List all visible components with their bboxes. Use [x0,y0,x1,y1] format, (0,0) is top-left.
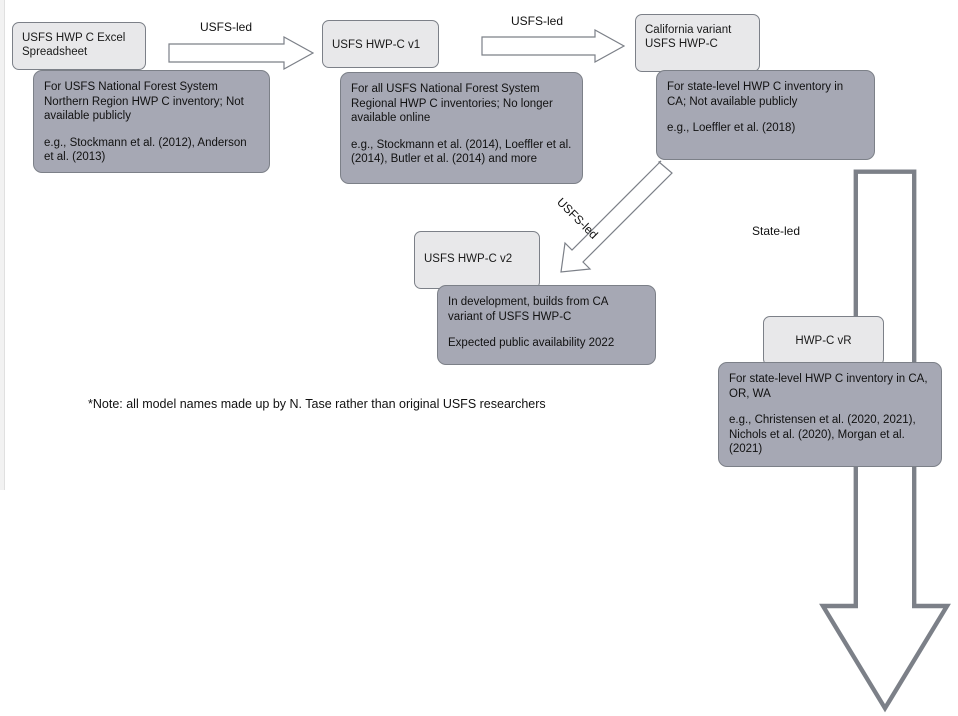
node-body-line: In development, builds from CA variant of USFS HWP-C [448,296,608,323]
node-body-line: e.g., Stockmann et al. (2014), Loeffler et al. (2014), Butler et al. (2014) and more [351,138,572,165]
node-body-line: e.g., Christensen et al. (2020, 2021), Nichols et al. (2020), Morgan et al. (2021) [729,414,916,455]
footnote-text: *Note: all model names made up by N. Tase rather than original USFS researchers [88,397,546,411]
node-body-line: e.g., Stockmann et al. (2012), Anderson et al. (2013) [44,136,247,163]
node-body-line: For all USFS National Forest System Regional HWP C inventories; No longer available online [351,83,553,124]
node-body-v2[interactable] [437,285,656,365]
edge-label-usfs-led-3: USFS-led [554,195,601,242]
node-body-ca-variant[interactable] [656,70,875,160]
node-body-line: For USFS National Forest System Northern Region HWP C inventory; Not available publicly [44,81,244,122]
page-left-margin-strip [0,0,5,490]
node-body-line: Expected public availability 2022 [448,337,615,349]
node-body-line: e.g., Loeffler et al. (2018) [667,122,796,134]
edge-label-usfs-led-1: USFS-led [200,20,253,34]
node-body-vr[interactable] [718,362,942,467]
node-body-line: For state-level HWP C inventory in CA, OR, WA [729,373,928,400]
arrow-excel-to-v1 [168,36,314,70]
edge-label-state-led: State-led [752,224,801,238]
node-title-vr[interactable]: HWP-C vR [763,316,884,366]
node-title-ca-variant[interactable]: California variant USFS HWP-C [635,14,760,72]
node-body-line: For state-level HWP C inventory in CA; Not available publicly [667,81,844,108]
node-body-v1[interactable] [340,72,583,184]
node-body-excel[interactable] [33,70,270,173]
edge-label-usfs-led-2: USFS-led [511,14,564,28]
arrow-v1-to-ca [481,29,625,63]
node-title-v1[interactable]: USFS HWP-C v1 [322,20,439,68]
node-title-excel[interactable]: USFS HWP C Excel Spreadsheet [12,22,146,70]
node-title-v2[interactable]: USFS HWP-C v2 [414,231,540,289]
